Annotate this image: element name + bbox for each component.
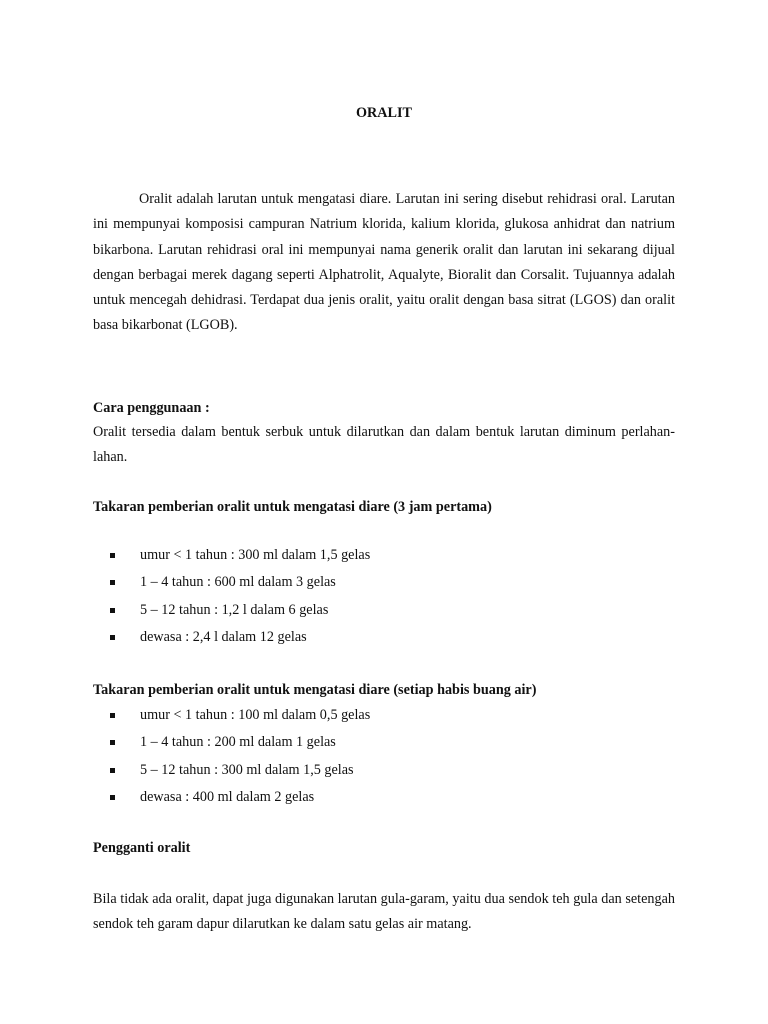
list-item — [0, 787, 768, 814]
bullet-icon — [110, 713, 115, 718]
list-item — [0, 760, 768, 787]
dosage-each-heading: Takaran pemberian oralit untuk mengatasi diare (setiap habis buang air) — [93, 682, 537, 698]
list-item-text: umur < 1 tahun : 300 ml dalam 1,5 gelas — [140, 547, 371, 563]
list-item-text: 1 – 4 tahun : 600 ml dalam 3 gelas — [140, 574, 336, 591]
list-item-text: dewasa : 400 ml dalam 2 gelas — [140, 788, 315, 805]
list-item — [0, 600, 768, 627]
dosage-first3h-list — [0, 545, 768, 654]
bullet-icon — [110, 635, 115, 640]
list-item-text: 5 – 12 tahun : 300 ml dalam 1,5 gelas — [140, 761, 354, 778]
substitute-paragraph: Bila tidak ada oralit, dapat juga digunakan larutan gula-garam, yaitu dua sendok teh gula dan setengah sendok teh garam dapur dilarutkan ke dalam satu gelas air matang. — [93, 891, 675, 933]
list-item — [0, 627, 768, 654]
list-item — [0, 545, 768, 572]
substitute-heading: Pengganti oralit — [93, 840, 191, 856]
bullet-icon — [110, 580, 115, 585]
dosage-first3h-heading: Takaran pemberian oralit untuk mengatasi diare (3 jam pertama) — [93, 499, 492, 515]
list-item-text: dewasa : 2,4 l dalam 12 gelas — [140, 628, 307, 645]
list-item — [0, 732, 768, 759]
list-item — [0, 705, 768, 732]
dosage-each-list — [0, 705, 768, 814]
list-item-text: 1 – 4 tahun : 200 ml dalam 1 gelas — [140, 734, 336, 751]
bullet-icon — [110, 608, 115, 613]
list-item-text: 5 – 12 tahun : 1,2 l dalam 6 gelas — [140, 601, 329, 618]
bullet-icon — [110, 795, 115, 800]
document-title: ORALIT — [356, 105, 412, 121]
usage-paragraph: Oralit tersedia dalam bentuk serbuk untuk dilarutkan dan dalam bentuk larutan diminum perlahan-lahan. — [93, 424, 675, 466]
usage-heading: Cara penggunaan : — [93, 400, 210, 416]
list-item — [0, 572, 768, 599]
list-item-text: umur < 1 tahun : 100 ml dalam 0,5 gelas — [140, 707, 371, 723]
bullet-icon — [110, 553, 115, 558]
intro-paragraph: Oralit adalah larutan untuk mengatasi diare. Larutan ini sering disebut rehidrasi oral. Larutan ini mempunyai komposisi campuran Natrium klorida, kalium klorida, glukosa anhidrat dan natrium bikarbona. Larutan rehidrasi oral ini mempunyai nama generik oralit dan larutan ini sekarang dijual dengan berbagai merek dagang seperti Alphatrolit, Aqualyte, Bioralit dan Corsalit. Tujuannya adalah untuk mencegah dehidrasi. Terdapat dua jenis oralit, yaitu oralit dengan basa sitrat (LGOS) dan oralit basa bikarbonat (LGOB). — [93, 191, 675, 334]
bullet-icon — [110, 768, 115, 773]
bullet-icon — [110, 740, 115, 745]
